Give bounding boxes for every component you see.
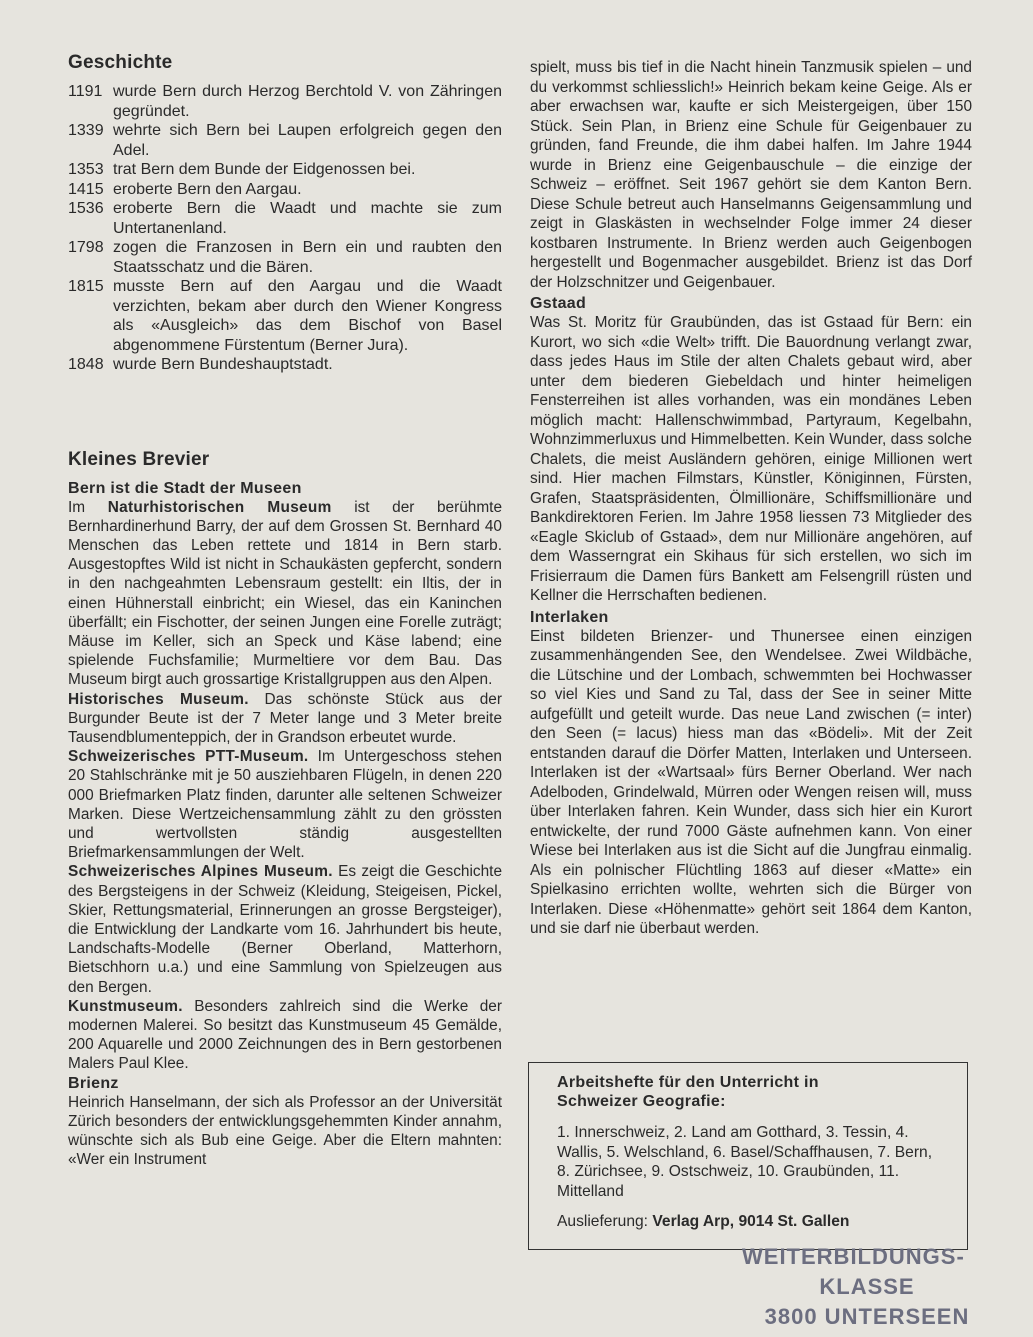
timeline-text: wurde Bern Bundeshauptstadt. — [113, 356, 333, 373]
box-title — [557, 1073, 939, 1111]
paragraph-naturhistorisches-museum — [68, 498, 502, 690]
timeline-text: musste Bern auf den Aargau und die Waadt verzichten, bekam aber durch den Wiener Kongress als «Ausgleich» das dem Bischof von Basel abgenommene Fürstentum (Berner Jura). — [113, 278, 502, 354]
paragraph-text: Im Untergeschoss stehen 20 Stahlschränke mit je 50 ausziehbaren Flügeln, in denen 220 000 Briefmarken Platz finden, darunter alle seltenen Schweizer Marken. Diese Wertzeichensammlung zählt zu den grössten und wertvollsten ständig ausgestellten Briefmarkensammlungen der Welt. — [68, 748, 502, 862]
publisher-name: Verlag Arp, 9014 St. Gallen — [652, 1213, 850, 1230]
box-title-line: Arbeitshefte für den Unterricht in — [557, 1074, 819, 1091]
timeline-year: 1815 — [68, 278, 104, 295]
subheading-gstaad: Gstaad — [530, 295, 587, 312]
paragraph-historisches-museum — [68, 690, 502, 748]
museum-name: Kunstmuseum. — [68, 997, 183, 1015]
timeline-row — [68, 121, 502, 160]
paragraph-brienz-continued: spielt, muss bis tief in die Nacht hinein Tanzmusik spielen – und du verkommst schliesslich!» Heinrich bekam keine Geige. Als er aber erwachsen war, kaufte er sich Meistergeigen, über 150 Stück. Sein Plan, in Brienz eine Schule für Geigenbauer zu gründen, fand Freunde, die ihm dabei halfen. Im Jahre 1944 wurde in Brienz eine Geigenbauschule – die einzige der Schweiz – eröffnet. Seit 1967 gehört sie dem Kanton Bern. Diese Schule betreut auch Hanselmanns Geigensammlung und zeigt in Glaskästen in wechselnder Folge immer 24 dieser kostbaren Instrumente. In Brienz werden auch Geigenbogen hergestellt und Bogenmacher ausgebildet. Brienz ist das Dorf der Holzschnitzer und Geigenbauer. — [530, 59, 972, 291]
stamp-line: WEITERBILDUNGS- — [742, 1244, 965, 1269]
booklet-list: 1. Innerschweiz, 2. Land am Gotthard, 3. Tessin, 4. Wallis, 5. Welschland, 6. Basel/Schaffhausen, 7. Bern, 8. Zürichsee, 9. Ostschweiz, 10. Graubünden, 11. Mittelland — [557, 1124, 933, 1200]
timeline-year: 1536 — [68, 200, 104, 217]
museum-name: Schweizerisches Alpines Museum. — [68, 863, 333, 881]
subheading-interlaken: Interlaken — [530, 608, 609, 626]
box-title-line: Schweizer Geografie: — [557, 1093, 726, 1110]
paragraph-kunstmuseum — [68, 997, 502, 1074]
timeline-row — [68, 355, 502, 375]
ink-stamp — [742, 1242, 992, 1332]
stamp-line: KLASSE — [819, 1274, 915, 1299]
timeline-text: wurde Bern durch Herzog Berchtold V. von Zähringen gegründet. — [113, 83, 502, 120]
paragraph-alpines-museum — [68, 862, 502, 996]
timeline-text: eroberte Bern die Waadt und machte sie zum Untertanenland. — [113, 200, 502, 237]
paragraph-text: ist der berühmte Bernhardinerhund Barry, der auf dem Grossen St. Bernhard 40 Menschen das Leben rettete und 1814 in Bern starb. Ausgestopftes Wild ist nicht in Schaukästen gepfercht, sondern in den nachgeahmten Lebensraum gestellt: ein Iltis, der in einen Hühnerstall einbricht; ein Wiesel, das ein Kaninchen überfällt; ein Fischotter, der seinen Jungen eine Forelle zuträgt; Mäuse im Keller, sich an Speck und Käse labend; eine spielende Fuchsfamilie; Murmeltiere vor dem Bau. Das Museum birgt auch grossartige Kristallgruppen aus den Alpen. — [68, 498, 503, 689]
timeline-year: 1415 — [68, 180, 104, 198]
section-spacer — [68, 375, 502, 449]
museum-name: Naturhistorischen Museum — [107, 498, 332, 516]
publication-info-box — [528, 1062, 968, 1250]
stamp-line: 3800 UNTERSEEN — [764, 1304, 970, 1329]
paragraph-text: Es zeigt die Geschichte des Bergsteigens in der Schweiz (Kleidung, Steigeisen, Pickel, Skier, Rettungsmaterial, Erinnerungen an grosse Bergsteiger), die Entwicklung der Landkarte vom 16. Jahrhundert bis heute, Landschafts-Modelle (Berner Oberland, Matterhorn, Bietschhorn u.a.) und eine Sammlung von Spielzeugen aus den Bergen. — [68, 863, 502, 996]
history-timeline — [68, 82, 502, 375]
timeline-row — [68, 180, 502, 200]
timeline-year: 1191 — [68, 83, 103, 100]
subheading-brienz: Brienz — [68, 1074, 119, 1092]
paragraph-text: Das schönste Stück aus der Burgunder Beute ist der 7 Meter lange und 3 Meter breite Tausendblumenteppich, der in Grandson erbeutet wurde. — [68, 690, 502, 746]
timeline-row — [68, 277, 502, 355]
timeline-row — [68, 238, 502, 277]
paragraph-ptt-museum — [68, 747, 502, 862]
timeline-text: eroberte Bern den Aargau. — [113, 180, 302, 198]
paragraph-text: Besonders zahlreich sind die Werke der modernen Malerei. So besitzt das Kunstmuseum 45 Gemälde, 200 Aquarelle und 2000 Zeichnungen des in Bern gestorbenen Malers Paul Klee. — [68, 997, 502, 1073]
timeline-year: 1848 — [68, 356, 104, 373]
subheading-museums: Bern ist die Stadt der Museen — [68, 479, 302, 497]
timeline-year: 1339 — [68, 122, 104, 139]
paragraph-gstaad: Was St. Moritz für Graubünden, das ist Gstaad für Bern: ein Kurort, wo sich «die Welt» trifft. Die Bauordnung verlangt zwar, dass jedes Haus im Stile der alten Chalets gebaut wird, aber unter dem biederen Giebeldach und hinter heimeligen Fensterreihen ist alles vorhanden, was ein mondänes Leben möglich macht: Hallenschwimmbad, Partyraum, Kegelbahn, Wohnzimmerluxus und Himmelbetten. Kein Wunder, dass solche Chalets, die meist Ausländern gehören, einige Millionen wert sind. Hier machen Filmstars, Künstler, Königinnen, Fürsten, Grafen, Staatspräsidenten, Ölmillionäre, Schiffsmillionäre und Bankdirektoren Ferien. Im Jahre 1958 liessen 73 Mitglieder des «Eagle Skiclub of Gstaad», dem nur Millionäre angehören, auf dem Wasserngrat ein Skihaus für sich erstellen, wo sich im Frisierraum die Damen fürs Bankett am Felsengrill rüsten und Kellner die Herrschaften bedienen. — [530, 314, 972, 604]
timeline-row — [68, 82, 502, 121]
delivery-label: Auslieferung: — [557, 1213, 653, 1230]
museum-name: Schweizerisches PTT-Museum. — [68, 748, 309, 766]
timeline-year: 1353 — [68, 161, 104, 178]
paragraph-interlaken: Einst bildeten Brienzer- und Thunersee einen einzigen zusammenhängenden See, den Wendelsee. Zwei Wildbäche, die Lütschine und der Lombach, schwemmten bei Hochwasser so viel Kies und Sand zu Tal, dass der See in seiner Mitte aufgefüllt und geteilt wurde. Das neue Land zwischen (= inter) den Seen (= lacus) hiess man das «Bödeli». Mit der Zeit entstanden darauf die Dörfer Matten, Interlaken und Unterseen. Interlaken ist der «Wartsaal» fürs Berner Oberland. Wer nach Adelboden, Grindelwald, Mürren oder Wengen reisen will, muss über Interlaken fahren. Kein Wunder, dass sich hier ein Kurort entwickelte, der rund 7000 Gäste aufnehmen kann. Von einer Wiese bei Interlaken aus ist die Sicht auf die Jungfrau einmalig. Als ein polnischer Flüchtling 1863 auf dieser «Matte» ein Spielkasino errichten wollte, wehrten sich die Bürger von Interlaken. Diese «Höhenmatte» gehört seit 1864 dem Kanton, und sie darf nie überbaut werden. — [530, 627, 972, 937]
right-column — [530, 58, 972, 939]
paragraph-brienz-start: Heinrich Hanselmann, der sich als Professor an der Universität Zürich besonders der entwicklungsgehemmten Kinder annahm, wünschte sich als Bub eine Geige. Aber die Eltern mahnten: «Wer ein Instrument — [68, 1093, 502, 1169]
heading-kleines-brevier: Kleines Brevier — [68, 448, 210, 470]
timeline-text: trat Bern dem Bunde der Eidgenossen bei. — [113, 161, 416, 178]
timeline-year: 1798 — [68, 239, 104, 256]
museum-name: Historisches Museum. — [68, 690, 249, 708]
timeline-text: zogen die Franzosen in Bern ein und raubten den Staatsschatz und die Bären. — [113, 239, 502, 276]
timeline-row — [68, 199, 502, 238]
delivery-line — [557, 1213, 939, 1231]
left-column — [68, 52, 502, 1169]
timeline-text: wehrte sich Bern bei Laupen erfolgreich gegen den Adel. — [113, 122, 502, 159]
heading-geschichte: Geschichte — [68, 52, 173, 73]
timeline-row — [68, 160, 502, 180]
paragraph-lead: Im — [68, 498, 108, 516]
